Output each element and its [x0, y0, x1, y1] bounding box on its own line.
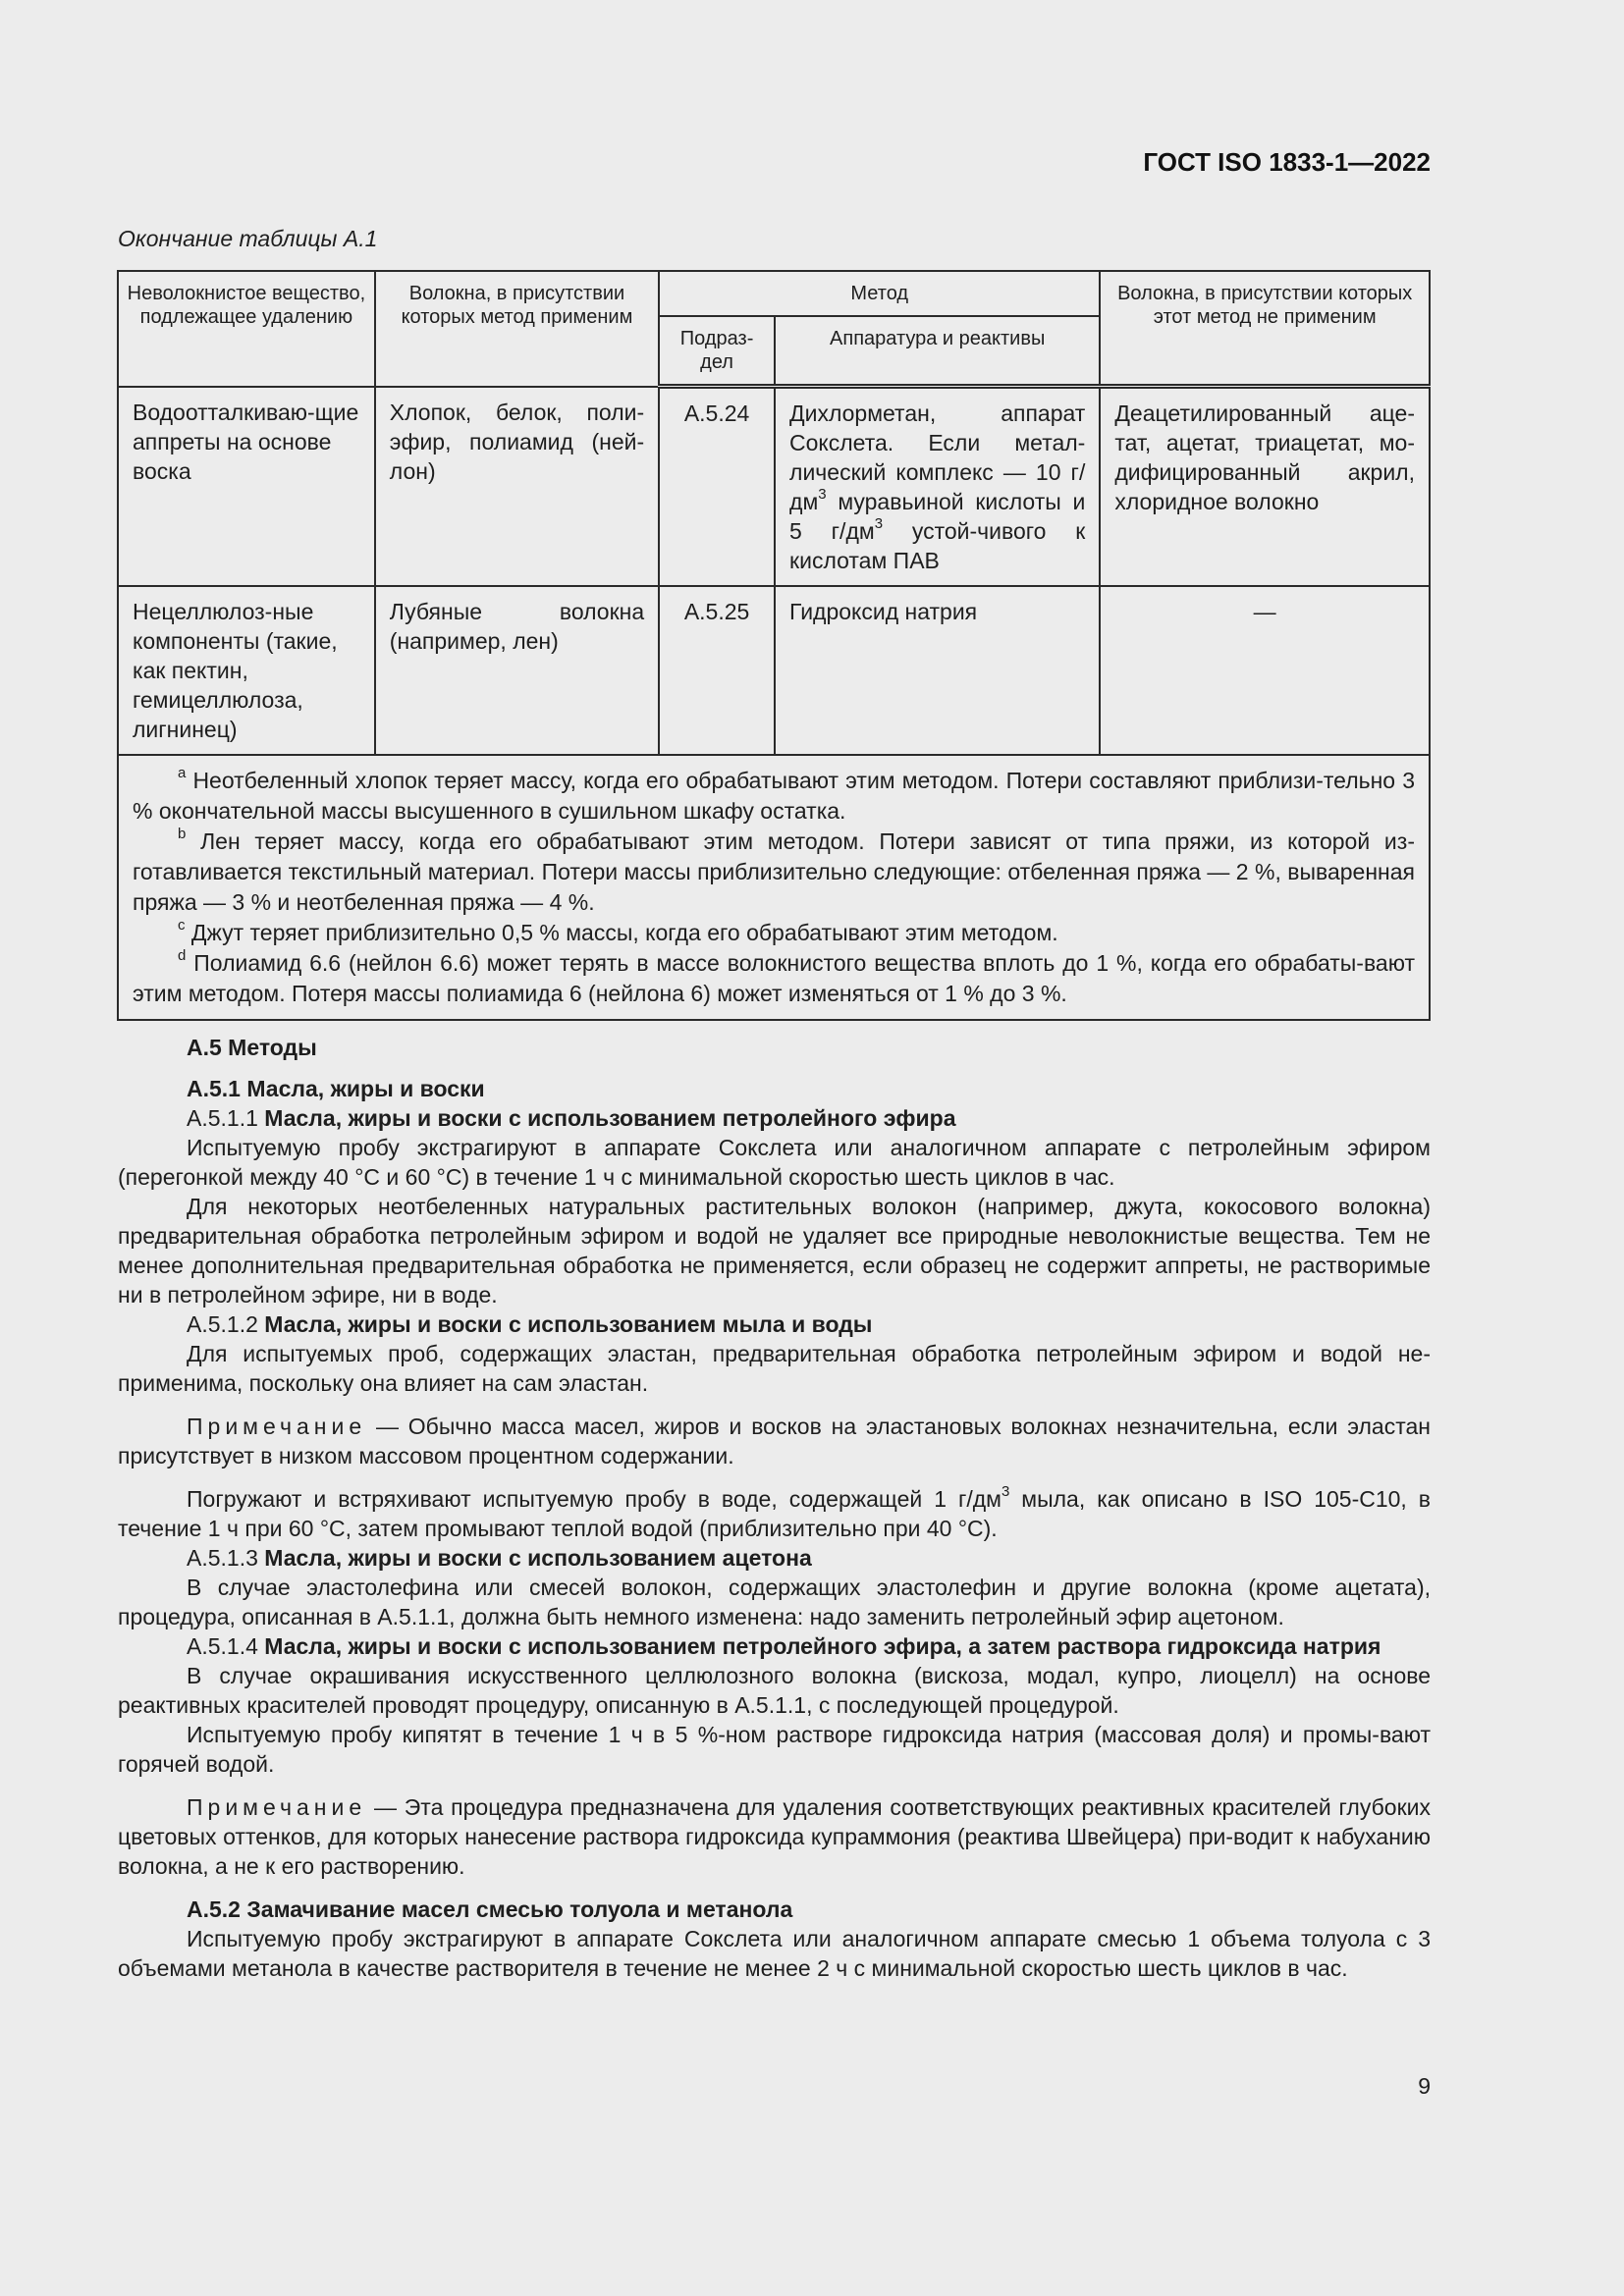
table-row: [118, 387, 1430, 587]
table-footnotes: [118, 755, 1430, 1020]
page-number: 9: [1418, 2073, 1431, 2099]
subsection-heading: А.5.1.3 Масла, жиры и воски с использованием ацетона: [187, 1545, 812, 1571]
header-substance: Неволокнистое вещество, подлежащее удалению: [118, 271, 375, 387]
subsection-heading: А.5.1.2 Масла, жиры и воски с использованием мыла и воды: [187, 1311, 873, 1337]
footnote: $^b$ Лен теряет массу, когда его обрабатывают этим методом. Потери зависят от типа пряжи, из которой из-готавливается текстильный материал. Потери массы приблизительно следующие: отбеленная пряжа — 2 %, вываренная пряжа — 3 % и неотбеленная пряжа — 4 %.: [133, 826, 1415, 915]
table-row: [118, 586, 1430, 755]
cell-not-applicable: Деацетилированный аце-тат, ацетат, триацетат, мо-дифицированный акрил, хлоридное волокно: [1100, 387, 1430, 587]
subsection-heading: А.5.1.4 Масла, жиры и воски с использованием петролейного эфира, а затем раствора гидроксида натрия: [187, 1633, 1381, 1659]
paragraph: Испытуемую пробу кипятят в течение 1 ч в 5 %-ном растворе гидроксида натрия (массовая доля) и промы-вают горячей водой.: [118, 1722, 1431, 1777]
cell-substance: Водоотталкиваю-щие аппреты на основе воска: [118, 387, 375, 587]
methods-table: [117, 270, 1431, 1021]
subsection-heading: А.5.1.1 Масла, жиры и воски с использованием петролейного эфира: [187, 1105, 956, 1131]
cell-not-applicable: —: [1100, 586, 1430, 755]
paragraph: В случае эластолефина или смесей волокон, содержащих эластолефин и другие волокна (кроме ацетата), процедура, описанная в А.5.1.1, должна быть немного изменена: надо заменить петролейный эфир ацетоном.: [118, 1575, 1431, 1629]
paragraph: Для испытуемых проб, содержащих эластан, предварительная обработка петролейным эфиром и водой не-применима, поскольку она влияет на сам эластан.: [118, 1341, 1431, 1396]
header-fibres-applicable: Волокна, в присутствии которых метод применим: [375, 271, 659, 387]
paragraph: Испытуемую пробу экстрагируют в аппарате Сокслета или аналогичном аппарате смесью 1 объема толуола с 3 объемами метанола в качестве растворителя в течение не менее 2 ч с минимальной скоростью шесть циклов в час.: [118, 1926, 1431, 1981]
paragraph: В случае окрашивания искусственного целлюлозного волокна (вискоза, модал, купро, лиоцелл) на основе реактивных красителей проводят процедуру, описанную в А.5.1.1, с последующей процедурой.: [118, 1663, 1431, 1718]
paragraph: Испытуемую пробу экстрагируют в аппарате Сокслета или аналогичном аппарате с петролейным эфиром (перегонкой между 40 °С и 60 °С) в течение 1 ч с минимальной скоростью шесть циклов в час.: [118, 1135, 1431, 1190]
note: Примечание — Обычно масса масел, жиров и восков на эластановых волокнах незначительна, если эластан присутствует в низком массовом процентном содержании.: [118, 1414, 1431, 1468]
cell-fibres: Хлопок, белок, поли-эфир, полиамид (ней-лон): [375, 387, 659, 587]
cell-apparatus: Дихлорметан, аппарат Сокслета. Если метал-лический комплекс — 10 $г/дм^3$ муравьиной кислоты и 5 $г/дм^3$ устой-чивого к кислотам ПАВ: [775, 387, 1100, 587]
document-body: [118, 1033, 1431, 1983]
cell-fibres: Лубяные волокна (например, лен): [375, 586, 659, 755]
cell-substance: Нецеллюлоз-ные компоненты (такие, как пектин, гемицеллюлоза, лигнинец): [118, 586, 375, 755]
table-caption: Окончание таблицы А.1: [118, 226, 378, 251]
note: Примечание — Эта процедура предназначена для удаления соответствующих реактивных красителей глубоких цветовых оттенков, для которых нанесение раствора гидроксида купраммония (реактива Швейцера) при-водит к набуханию волокна, а не к его растворению.: [118, 1794, 1431, 1879]
section-heading: А.5 Методы: [187, 1035, 317, 1060]
section-heading: А.5.2 Замачивание масел смесью толуола и метанола: [187, 1896, 793, 1922]
cell-subsection: А.5.25: [659, 586, 775, 755]
header-apparatus: Аппаратура и реактивы: [775, 316, 1100, 387]
paragraph: Погружают и встряхивают испытуемую пробу в воде, содержащей 1 $г/дм^3$ мыла, как описано в ISO 105-C10, в течение 1 ч при 60 °С, затем промывают теплой водой (приблизительно при 40 °С).: [118, 1483, 1432, 1541]
header-subsection: Подраз-дел: [659, 316, 775, 387]
cell-subsection: А.5.24: [659, 387, 775, 587]
footnote: $^c$ Джут теряет приблизительно 0,5 % массы, когда его обрабатывают этим методом.: [178, 917, 1058, 945]
paragraph: Для некоторых неотбеленных натуральных растительных волокон (например, джута, кокосового волокна) предварительная обработка петролейным эфиром и водой не удаляет все природные неволокнистые вещества. Тем не менее дополнительная предварительная обработка не применяется, если образец не содержит аппреты, не растворимые ни в петролейном эфире, ни в воде.: [118, 1194, 1431, 1308]
header-method: Метод: [659, 271, 1100, 316]
cell-apparatus: Гидроксид натрия: [775, 586, 1100, 755]
standard-code: ГОСТ ISO 1833-1—2022: [1143, 147, 1431, 177]
section-heading: А.5.1 Масла, жиры и воски: [187, 1076, 485, 1101]
header-fibres-not-applicable: Волокна, в присутствии которых этот метод не применим: [1100, 271, 1430, 387]
footnote: $^a$ Неотбеленный хлопок теряет массу, когда его обрабатывают этим методом. Потери составляют приблизи-тельно 3 % окончательной массы высушенного в сушильном шкафу остатка.: [133, 765, 1415, 824]
footnote: $^d$ Полиамид 6.6 (нейлон 6.6) может терять в массе волокнистого вещества вплоть до 1 %, когда его обрабаты-вают этим методом. Потеря массы полиамида 6 (нейлона 6) может изменяться от 1 % до 3 %.: [133, 947, 1415, 1006]
